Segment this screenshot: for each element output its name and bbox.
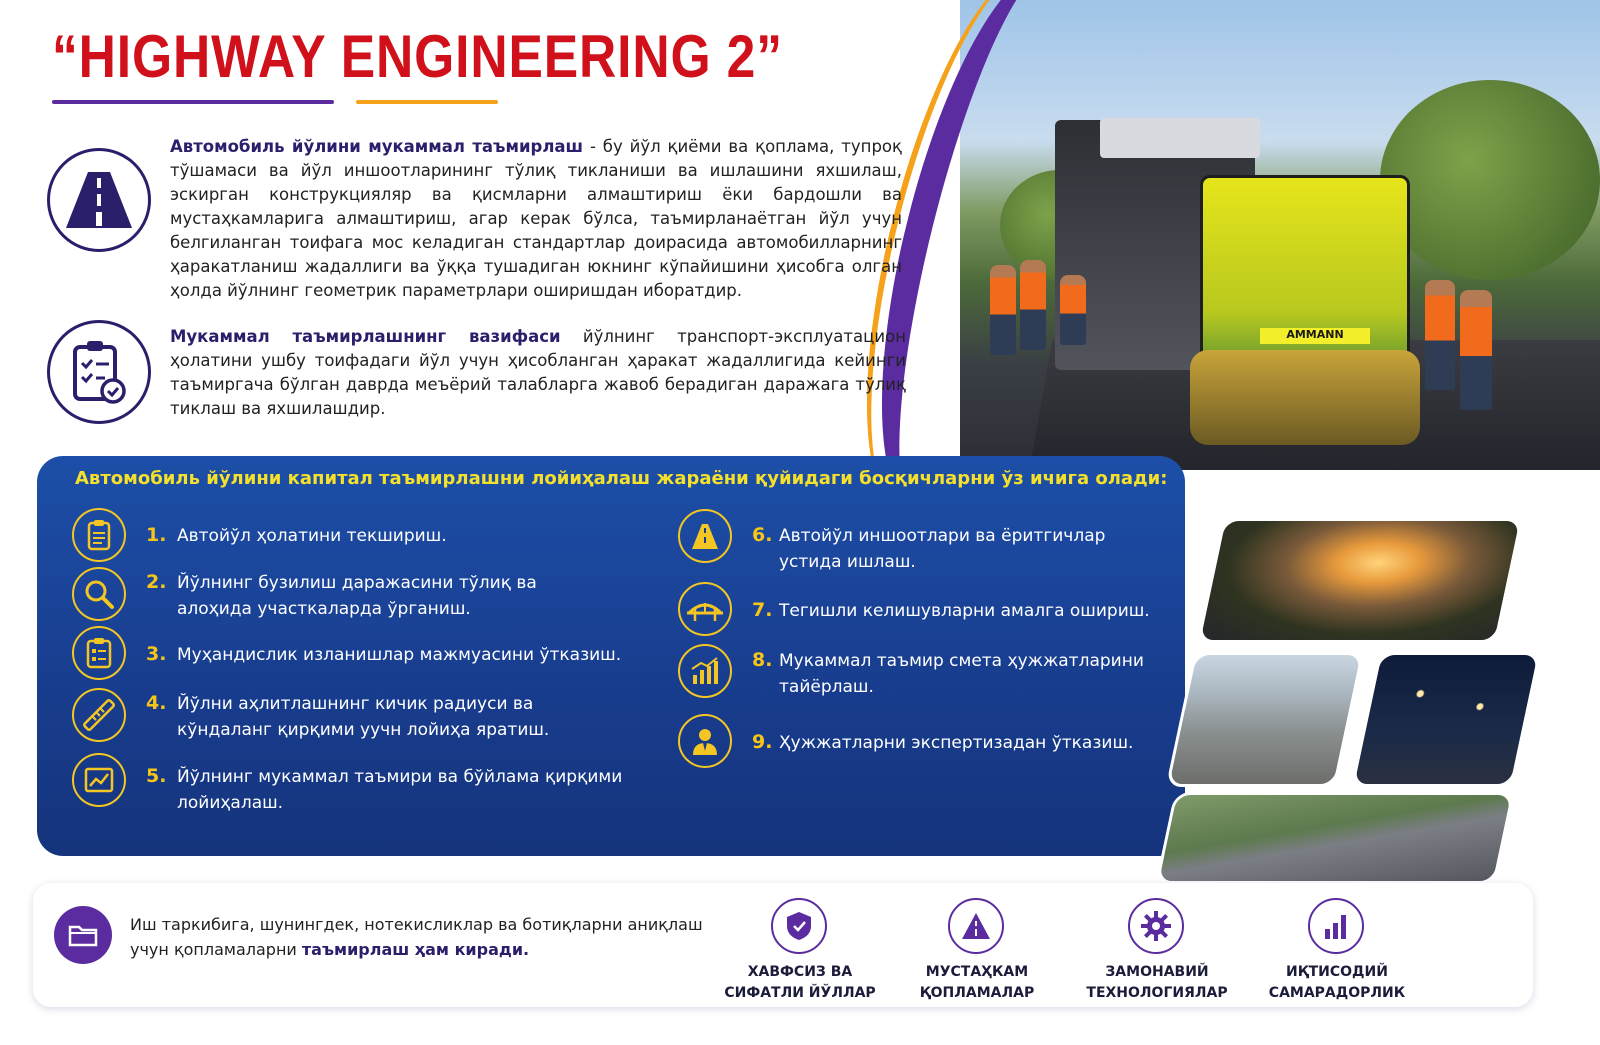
ruler-icon	[72, 688, 126, 742]
step-number: 3.	[146, 643, 167, 665]
bottom-note	[130, 912, 730, 962]
step-text: Йўлнинг мукаммал таъмири ва бўйлама қирқими лойиҳалаш.	[177, 767, 623, 813]
worker-figure	[1425, 280, 1455, 390]
step-number: 1.	[146, 524, 167, 546]
step-number: 6.	[752, 524, 773, 546]
road-triangle-icon	[948, 898, 1004, 954]
step-text: Тегишли келишувларни амалга ошириш.	[779, 601, 1150, 621]
shield-icon	[771, 898, 827, 954]
bottom-note-text: Иш таркибига, шунингдек, нотекисликлар ва ботиқларни аниқлаш учун қопламаларни	[130, 915, 703, 959]
expert-person-icon	[678, 714, 732, 768]
machine-brand-label: AMMANN	[1260, 328, 1370, 344]
step-text: Автойўл иншоотлари ва ёритгичлар устида ишлаш.	[779, 526, 1106, 572]
photo-road-workers	[1166, 652, 1365, 787]
bar-chart-icon	[1308, 898, 1364, 954]
step-number: 9.	[752, 731, 773, 753]
magnifier-icon	[72, 567, 126, 621]
feature-label: ИҚТИСОДИЙ САМАРАДОРЛИК	[1268, 964, 1406, 1001]
clipboard-check-icon	[47, 320, 151, 424]
feature-label: МУСТАҲКАМ ҚОПЛАМАЛАР	[919, 964, 1035, 1001]
intro-paragraph-1	[170, 135, 902, 303]
photo-highway-interchange	[1155, 792, 1515, 884]
title-underline-orange	[356, 100, 498, 104]
step-text: Йўлнинг бузилиш даражасини тўлиқ ва алоҳида участкаларда ўрганиш.	[177, 573, 537, 619]
step-number: 4.	[146, 692, 167, 714]
photo-night-road-lights	[1351, 652, 1542, 787]
road-light-icon	[678, 509, 732, 563]
worker-figure	[1460, 290, 1492, 410]
worker-figure	[1060, 275, 1086, 345]
step-number: 2.	[146, 571, 167, 593]
bridge-icon	[678, 582, 732, 636]
intro-paragraph-2	[170, 325, 906, 421]
step-text: Мукаммал таъмир смета ҳужжатларини тайёрлаш.	[779, 651, 1144, 697]
checklist-icon	[72, 626, 126, 680]
step-text: Муҳандислик изланишлар мажмуасини ўтказиш.	[177, 645, 622, 665]
bottom-note-bold: таъмирлаш ҳам киради.	[301, 940, 530, 959]
feature-label: ХАВФСИЗ ВА СИФАТЛИ ЙЎЛЛАР	[724, 964, 876, 1001]
intro-1-bold: Автомобиль йўлини мукаммал таъмирлаш	[170, 137, 584, 156]
step-text: Ҳужжатларни экспертизадан ўтказиш.	[779, 733, 1134, 753]
intro-2-text: йўлнинг транспорт-эксплуатацион ҳолатини ушбу тоифадаги йўл учун ҳисобланган ҳаракат жадаллигида кейинги таъмиргача бўлган даврда меъёрий талабларга жавоб берадиган даражага тўлиқ тиклаш ва яхшилашдир.	[170, 327, 906, 418]
tree-cluster	[1380, 80, 1600, 280]
step-text: Йўлни аҳлитлашнинг кичик радиуси ва кўндаланг қирқими уучн лойиҳа яратиш.	[177, 694, 550, 740]
step-number: 7.	[752, 599, 773, 621]
title-underline-purple	[52, 100, 334, 104]
feature-label: ЗАМОНАВИЙ ТЕХНОЛОГИЯЛАР	[1086, 964, 1228, 1001]
step-number: 5.	[146, 765, 167, 787]
gear-icon	[1128, 898, 1184, 954]
clipboard-icon	[72, 508, 126, 562]
step-text: Автойўл ҳолатини текшириш.	[177, 526, 447, 546]
paver-canopy	[1100, 118, 1260, 158]
steps-heading: Автомобиль йўлини капитал таъмирлашни лойиҳалаш жараёни қуйидаги босқичларни ўз ичига олади:	[75, 468, 1168, 489]
road-icon	[47, 148, 151, 252]
page-title: “HIGHWAY ENGINEERING 2”	[52, 23, 783, 90]
folder-icon	[54, 906, 112, 964]
photo-sunset-road	[1197, 518, 1524, 643]
intro-1-text: - бу йўл қиёми ва қоплама, тупроқ тўшамаси ва йўл иншоотларининг тўлиқ тикланиши ва ишлашини яхшилаш, эскирган конструкцияляр ва қисмларни алмаштириш ёки бардошли ва мустаҳкамларига алмаштириш, агар керак бўлса, таъмирланаётган йўл учун белгиланган тоифага мос келадиган стандартлар доирасида автомобилларнинг ҳаракатланиш жадаллиги ва ўққа тушадиган юкнинг кўпайишини ҳисобга олган ҳолда йўлнинг геометрик параметрлари оширишдан иборатдир.	[170, 137, 902, 300]
profile-chart-icon	[72, 753, 126, 807]
bar-growth-icon	[678, 644, 732, 698]
roller-drum	[1190, 350, 1420, 445]
step-number: 8.	[752, 649, 773, 671]
intro-2-bold: Мукаммал таъмирлашнинг вазифаси	[170, 327, 561, 346]
